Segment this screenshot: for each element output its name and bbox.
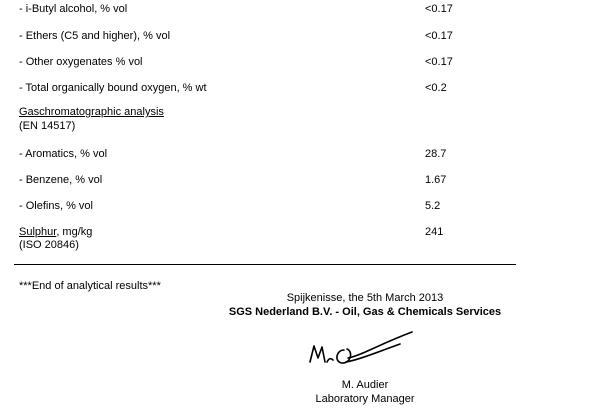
parameter-label: - Ethers (C5 and higher), % vol: [19, 30, 171, 42]
parameter-value: <0.2: [425, 82, 447, 94]
company-name: SGS Nederland B.V. - Oil, Gas & Chemicals Services: [228, 306, 502, 318]
parameter-value: <0.17: [425, 3, 453, 15]
gc-section-title: Gaschromatographic analysis: [19, 106, 164, 118]
result-row: [0, 173, 600, 187]
parameter-label: - Other oxygenates % vol: [19, 56, 143, 68]
parameter-value: 1.67: [425, 174, 447, 186]
sulphur-label: [19, 225, 92, 239]
section-divider: [14, 264, 516, 265]
sulphur-unit: , mg/kg: [56, 226, 93, 238]
result-row: [0, 29, 600, 43]
result-row: [0, 2, 600, 16]
signatory-title: Laboratory Manager: [315, 393, 415, 405]
sulphur-row: [0, 225, 600, 239]
signatory-name: M. Audier: [341, 379, 389, 391]
parameter-value: <0.17: [425, 56, 453, 68]
parameter-label: - Total organically bound oxygen, % wt: [19, 82, 207, 94]
sulphur-title: Sulphur: [19, 226, 57, 238]
result-row: [0, 81, 600, 95]
parameter-label: - Benzene, % vol: [19, 174, 103, 186]
place-date: Spijkenisse, the 5th March 2013: [286, 292, 444, 304]
parameter-label: - Aromatics, % vol: [19, 148, 108, 160]
gc-section-method: (EN 14517): [19, 120, 76, 132]
parameter-value: 28.7: [425, 148, 447, 160]
handwritten-signature: [300, 322, 420, 372]
parameter-label: - Olefins, % vol: [19, 200, 93, 212]
result-row: [0, 199, 600, 213]
parameter-label: - i-Butyl alcohol, % vol: [19, 3, 128, 15]
result-row: [0, 147, 600, 161]
result-row: [0, 55, 600, 69]
parameter-value: 5.2: [425, 200, 441, 212]
sulphur-value: 241: [425, 226, 444, 238]
sulphur-method: (ISO 20846): [19, 239, 79, 251]
end-of-results-note: ***End of analytical results***: [19, 280, 161, 292]
parameter-value: <0.17: [425, 30, 453, 42]
